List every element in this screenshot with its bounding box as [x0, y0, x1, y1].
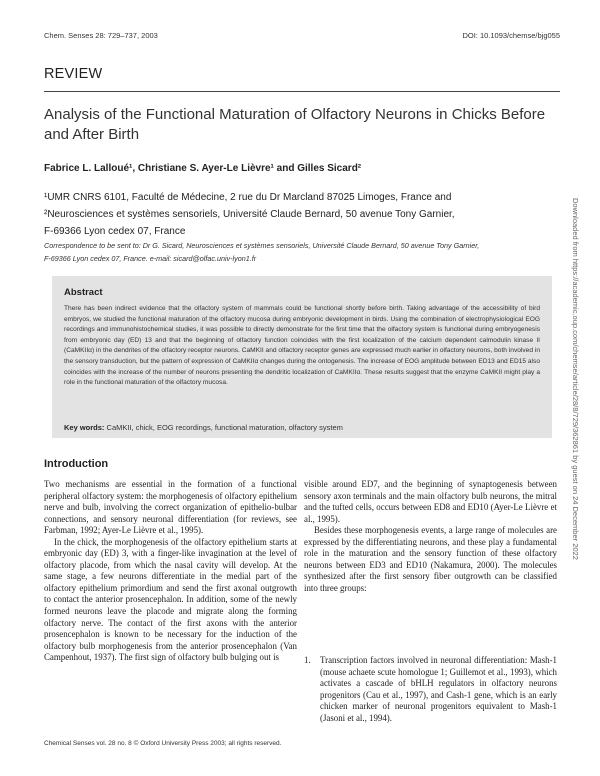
numbered-list-item	[304, 655, 557, 724]
affiliation-line: ¹UMR CNRS 6101, Faculté de Médecine, 2 rue du Dr Marcland 87025 Limoges, France and	[44, 192, 452, 203]
paragraph: Besides these morphogenesis events, a large range of molecules are expressed by the differentiating neurons, and these play a fundamental role in the maturation and the sensory function of these olfactory neurons between ED3 and ED10 (Nakamura, 2000). The molecules synthesized after the first sensory fiber outgrowth can be classified into three groups:	[304, 525, 557, 593]
keywords-text: CaMKII, chick, EOG recordings, functional maturation, olfactory system	[106, 423, 343, 432]
header-rule	[44, 91, 560, 92]
affiliation-line: F-69366 Lyon cedex 07, France	[44, 226, 186, 237]
list-item-text: Transcription factors involved in neuronal differentiation: Mash-1 (mouse achaete scute homologue 1; Guillemot et al., 1993), which activates a cascade of bHLH regulators in olfactory neurons progenitors (Cau et al., 1997), and Cash-1 gene, which is an early chicken marker of neuronal progenitors equivalent to Mash-1 (Jasoni et al., 1994).	[320, 655, 557, 723]
download-watermark	[570, 198, 582, 618]
affiliations	[44, 189, 554, 240]
paragraph: visible around ED7, and the beginning of synaptogenesis between sensory axon terminals and the main olfactory bulb neurons, the mitral and the tufted cells, occurs between ED8 and ED10 (Ayer-Le Lièvre et al., 1995).	[304, 479, 557, 524]
abstract-heading: Abstract	[64, 287, 103, 298]
keywords-label: Key words:	[64, 423, 105, 432]
right-column	[304, 479, 557, 594]
paragraph: In the chick, the morphogenesis of the olfactory epithelium starts at embryonic day (ED) 3, with a finger-like invagination at the level of olfactory placode, from which the nasal cavity will develop. At the same stage, a few neurons differentiate in the medial part of the olfactory epithelium primordium and send the first axonal outgrowth to contact the anterior prosencephalon. In addition, some of the newly formed neurons leave the placode and migrate along the forming olfactory nerve. The contact of the first axons with the anterior prosencephalon is known to be necessary for the induction of the olfactory bulb morphogenesis from the anterior prosencephalon (Van Campenhout, 1937). The first sign of olfactory bulb bulging out is	[44, 536, 297, 663]
abstract-body: There has been indirect evidence that the olfactory system of mammals could be functional shortly before birth. Taking advantage of the accessibility of bird embryos, we studied the functional maturation of the olfactory mucosa during embryonic development in birds. Using the combination of electrophysiological EOG recordings and immunohistochemical studies, it was possible to directly demonstrate for the first time that the olfactory system is functional during embryogenesis from embryonic day (ED) 13 and that the beginning of olfactory function coincides with the first localization of the calcium dependent calmodulin kinase II (CaMKIIα) in the dendrites of the olfactory receptor neurons. CaMKII and olfactory receptor genes are expressed much earlier in olfactory neurons, both involved in the sensory transduction, but the pattern of expression of CaMKIIα changes during the ontogenesis. The increase of EOG amplitude between ED13 and ED15 also coincides with the increase of the number of neurons presenting the dendritic localization of CaMKIIα. These results suggest that the enzyme CaMKII might play a role in the functional maturation of the olfactory mucosa.	[64, 305, 540, 387]
download-watermark-text: Downloaded from https://academic.oup.com/chemse/article/28/8/729/362861 by guest on 24 December 2022	[571, 198, 580, 560]
paragraph: Two mechanisms are essential in the formation of a functional peripheral olfactory system: the morphogenesis of olfactory epithelium nerve and bulb, involving the correct organization of epithelio-bulbar connections, and sensory neuronal differentiation (for reviews, see Farbman, 1992; Ayer-Le Lièvre et al., 1995).	[44, 479, 297, 536]
left-column	[44, 479, 297, 664]
correspondence-line: Correspondence to be sent to: Dr G. Sicard, Neurosciences et systèmes sensoriels, Université Claude Bernard, 50 avenue Tony Garnier,	[44, 241, 480, 250]
article-title: Analysis of the Functional Maturation of Olfactory Neurons in Chicks Before and After Birth	[44, 106, 546, 143]
section-label: REVIEW	[44, 66, 103, 82]
correspondence-line: F-69366 Lyon cedex 07, France. e-mail: sicard@olfac.univ-lyon1.fr	[44, 254, 257, 263]
authors: Fabrice L. Lalloué¹, Christiane S. Ayer-Le Lièvre¹ and Gilles Sicard²	[44, 163, 362, 174]
doi[interactable]: DOI: 10.1093/chemse/bjg055	[462, 31, 560, 40]
list-number: 1.	[304, 655, 311, 665]
correspondence	[44, 239, 554, 265]
affiliation-line: ²Neurosciences et systèmes sensoriels, Université Claude Bernard, 50 avenue Tony Garnier,	[44, 209, 455, 220]
keywords	[64, 423, 343, 432]
introduction-heading: Introduction	[44, 458, 109, 470]
journal-citation: Chem. Senses 28: 729–737, 2003	[44, 31, 158, 40]
footer-copyright: Chemical Senses vol. 28 no. 8 © Oxford University Press 2003; all rights reserved.	[44, 740, 282, 747]
